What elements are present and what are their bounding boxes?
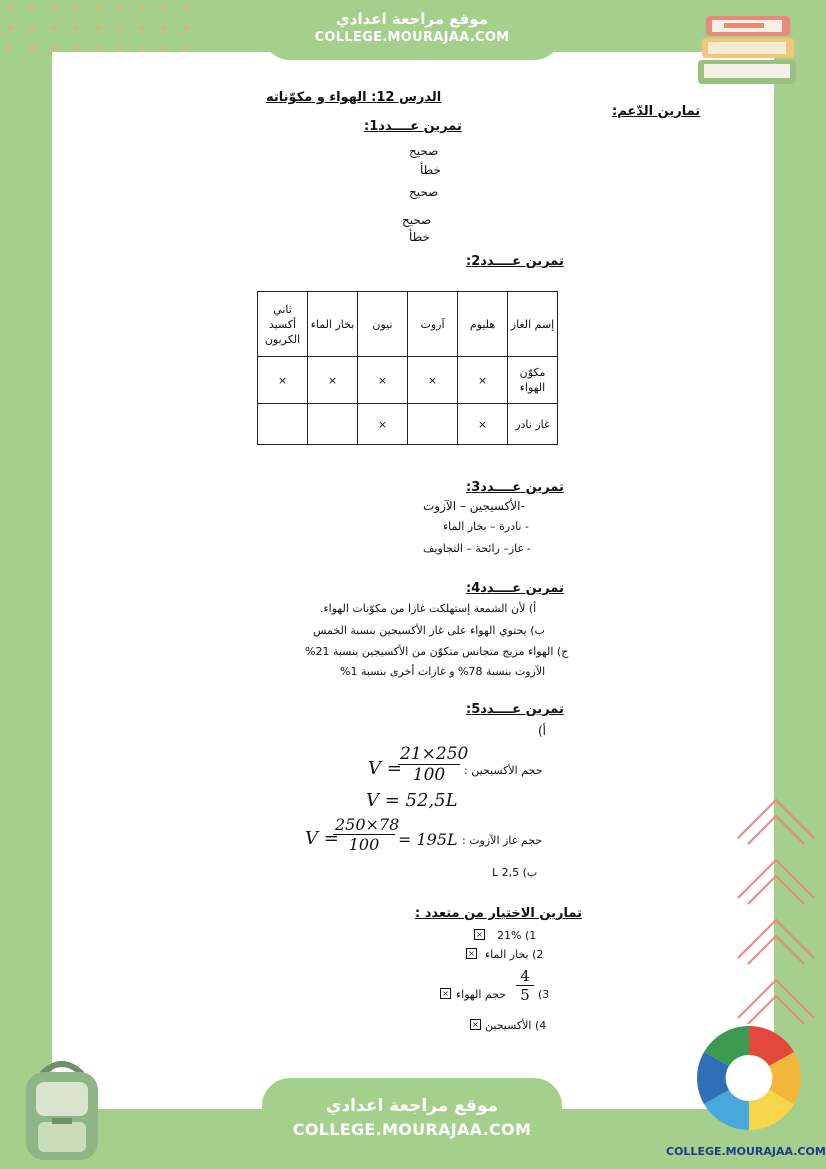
table-cell: × bbox=[358, 404, 408, 445]
ex3-title: تمرين عــــدد3: bbox=[466, 480, 564, 495]
header-site-url[interactable]: COLLEGE.MOURAJAA.COM bbox=[314, 30, 510, 45]
footer-site-arabic: موقع مراجعة اعدادي bbox=[325, 1096, 499, 1116]
v2-numerator: 250×78 bbox=[335, 815, 400, 834]
ex5-part-b: ب) 2,5 L bbox=[492, 866, 538, 879]
mcq-item-2: 2) بخار الماء bbox=[485, 948, 544, 961]
mcq-item-3-label: حجم الهواء bbox=[456, 988, 507, 1001]
ex3-line-2: - نادرة – بخار الماء bbox=[443, 520, 529, 533]
table-cell: × bbox=[458, 404, 508, 445]
footer-site-url[interactable]: COLLEGE.MOURAJAA.COM bbox=[292, 1120, 532, 1139]
table-cell: × bbox=[258, 357, 308, 404]
v1-result: V = 52,5L bbox=[366, 790, 458, 811]
v2-denominator: 100 bbox=[348, 835, 380, 854]
q3-fraction bbox=[516, 967, 534, 1004]
q3-numerator: 4 bbox=[516, 967, 534, 986]
footer-logo-text: COLLEGE.MOURAJAA.COM bbox=[666, 1145, 826, 1158]
table-header-cell: هليوم bbox=[458, 292, 508, 357]
ex1-item-2: خطأ bbox=[420, 163, 441, 177]
ex1-item-5: خطأ bbox=[409, 230, 430, 244]
table-cell bbox=[408, 404, 458, 445]
table-cell bbox=[258, 404, 308, 445]
chevron-up-icon bbox=[734, 794, 818, 1024]
science-wheel-logo bbox=[694, 1022, 804, 1142]
table-row-label: غاز نادر bbox=[508, 404, 558, 445]
books-icon bbox=[694, 10, 804, 96]
table-header-cell: نيون bbox=[358, 292, 408, 357]
mcq-check-2[interactable]: × bbox=[466, 948, 477, 959]
ex4-line-2: ب) يحتوي الهواء على غاز الأكسيجين بنسبة الخمس bbox=[313, 624, 545, 637]
ex1-title: تمرين عــــدد1: bbox=[364, 119, 462, 134]
ex2-title: تمرين عــــدد2: bbox=[466, 254, 564, 269]
ex4-line-1: أ) لأن الشمعة إستهلكت غازا من مكوّنات الهواء. bbox=[320, 602, 537, 615]
v1-denominator: 100 bbox=[412, 765, 446, 785]
ex1-item-4: صحيح bbox=[402, 213, 432, 227]
table-header-cell: آزوت bbox=[408, 292, 458, 357]
ex4-title: تمرين عــــدد4: bbox=[466, 581, 564, 596]
table-header-cell: بخار الماء bbox=[308, 292, 358, 357]
v1-fraction bbox=[398, 744, 469, 785]
gas-table bbox=[257, 291, 558, 445]
table-cell: × bbox=[408, 357, 458, 404]
table-cell bbox=[308, 404, 358, 445]
q3-denominator: 5 bbox=[520, 986, 530, 1004]
mcq-item-1: 1) 21% bbox=[497, 929, 537, 942]
lesson-title: الدرس 12: الهواء و مكوّناته bbox=[266, 90, 442, 105]
v2-rhs: = 195L bbox=[398, 830, 458, 849]
table-header-cell: إسم الغاز bbox=[508, 292, 558, 357]
mcq-item-3: 3) bbox=[538, 988, 550, 1001]
ex4-line-3: ج) الهواء مزيج متجانس متكوّن من الأكسيجين بنسبة 21% bbox=[305, 645, 569, 658]
mcq-check-3[interactable]: × bbox=[440, 988, 451, 999]
v2-lhs: V = bbox=[305, 828, 339, 849]
header-banner bbox=[262, 0, 562, 60]
ex1-item-3: صحيح bbox=[409, 185, 439, 199]
table-cell: × bbox=[308, 357, 358, 404]
document-page bbox=[52, 52, 774, 1078]
ex5-title: تمرين عــــدد5: bbox=[466, 702, 564, 717]
v1-lhs: V = bbox=[368, 758, 402, 779]
v2-fraction bbox=[333, 815, 400, 854]
header-site-arabic: موقع مراجعة اعدادي bbox=[336, 10, 488, 28]
table-header-cell: ثاني أكسيد الكربون bbox=[258, 292, 308, 357]
mcq-check-4[interactable]: × bbox=[470, 1019, 481, 1030]
table-cell: × bbox=[358, 357, 408, 404]
ex1-item-1: صحيح bbox=[409, 144, 439, 158]
backpack-icon bbox=[12, 1052, 112, 1164]
ex4-line-4: الآزوت بنسبة 78% و غازات أخرى بنسبة 1% bbox=[340, 665, 546, 678]
table-cell: × bbox=[458, 357, 508, 404]
mcq-check-1[interactable]: × bbox=[474, 929, 485, 940]
frame-left bbox=[0, 0, 52, 1169]
oxygen-volume-label: حجم الأكسيجين : bbox=[464, 764, 543, 777]
ex5-part-a: أ) bbox=[538, 724, 547, 738]
footer-banner bbox=[262, 1078, 562, 1169]
v1-numerator: 21×250 bbox=[400, 744, 469, 764]
table-row-label: مكوّن الهواء bbox=[508, 357, 558, 404]
ex3-line-3: - غاز– رائحة – التجاويف bbox=[423, 542, 531, 555]
ex3-line-1: -الأكسيجين – الآزوت bbox=[423, 499, 525, 513]
mcq-title: تمارين الاختيار من متعدد : bbox=[415, 906, 582, 921]
mcq-item-4: 4) الأكسيجين bbox=[485, 1019, 547, 1032]
nitrogen-volume-label: حجم غاز الآزوت : bbox=[462, 834, 543, 847]
support-title: تمارين الدّعم: bbox=[612, 104, 701, 119]
